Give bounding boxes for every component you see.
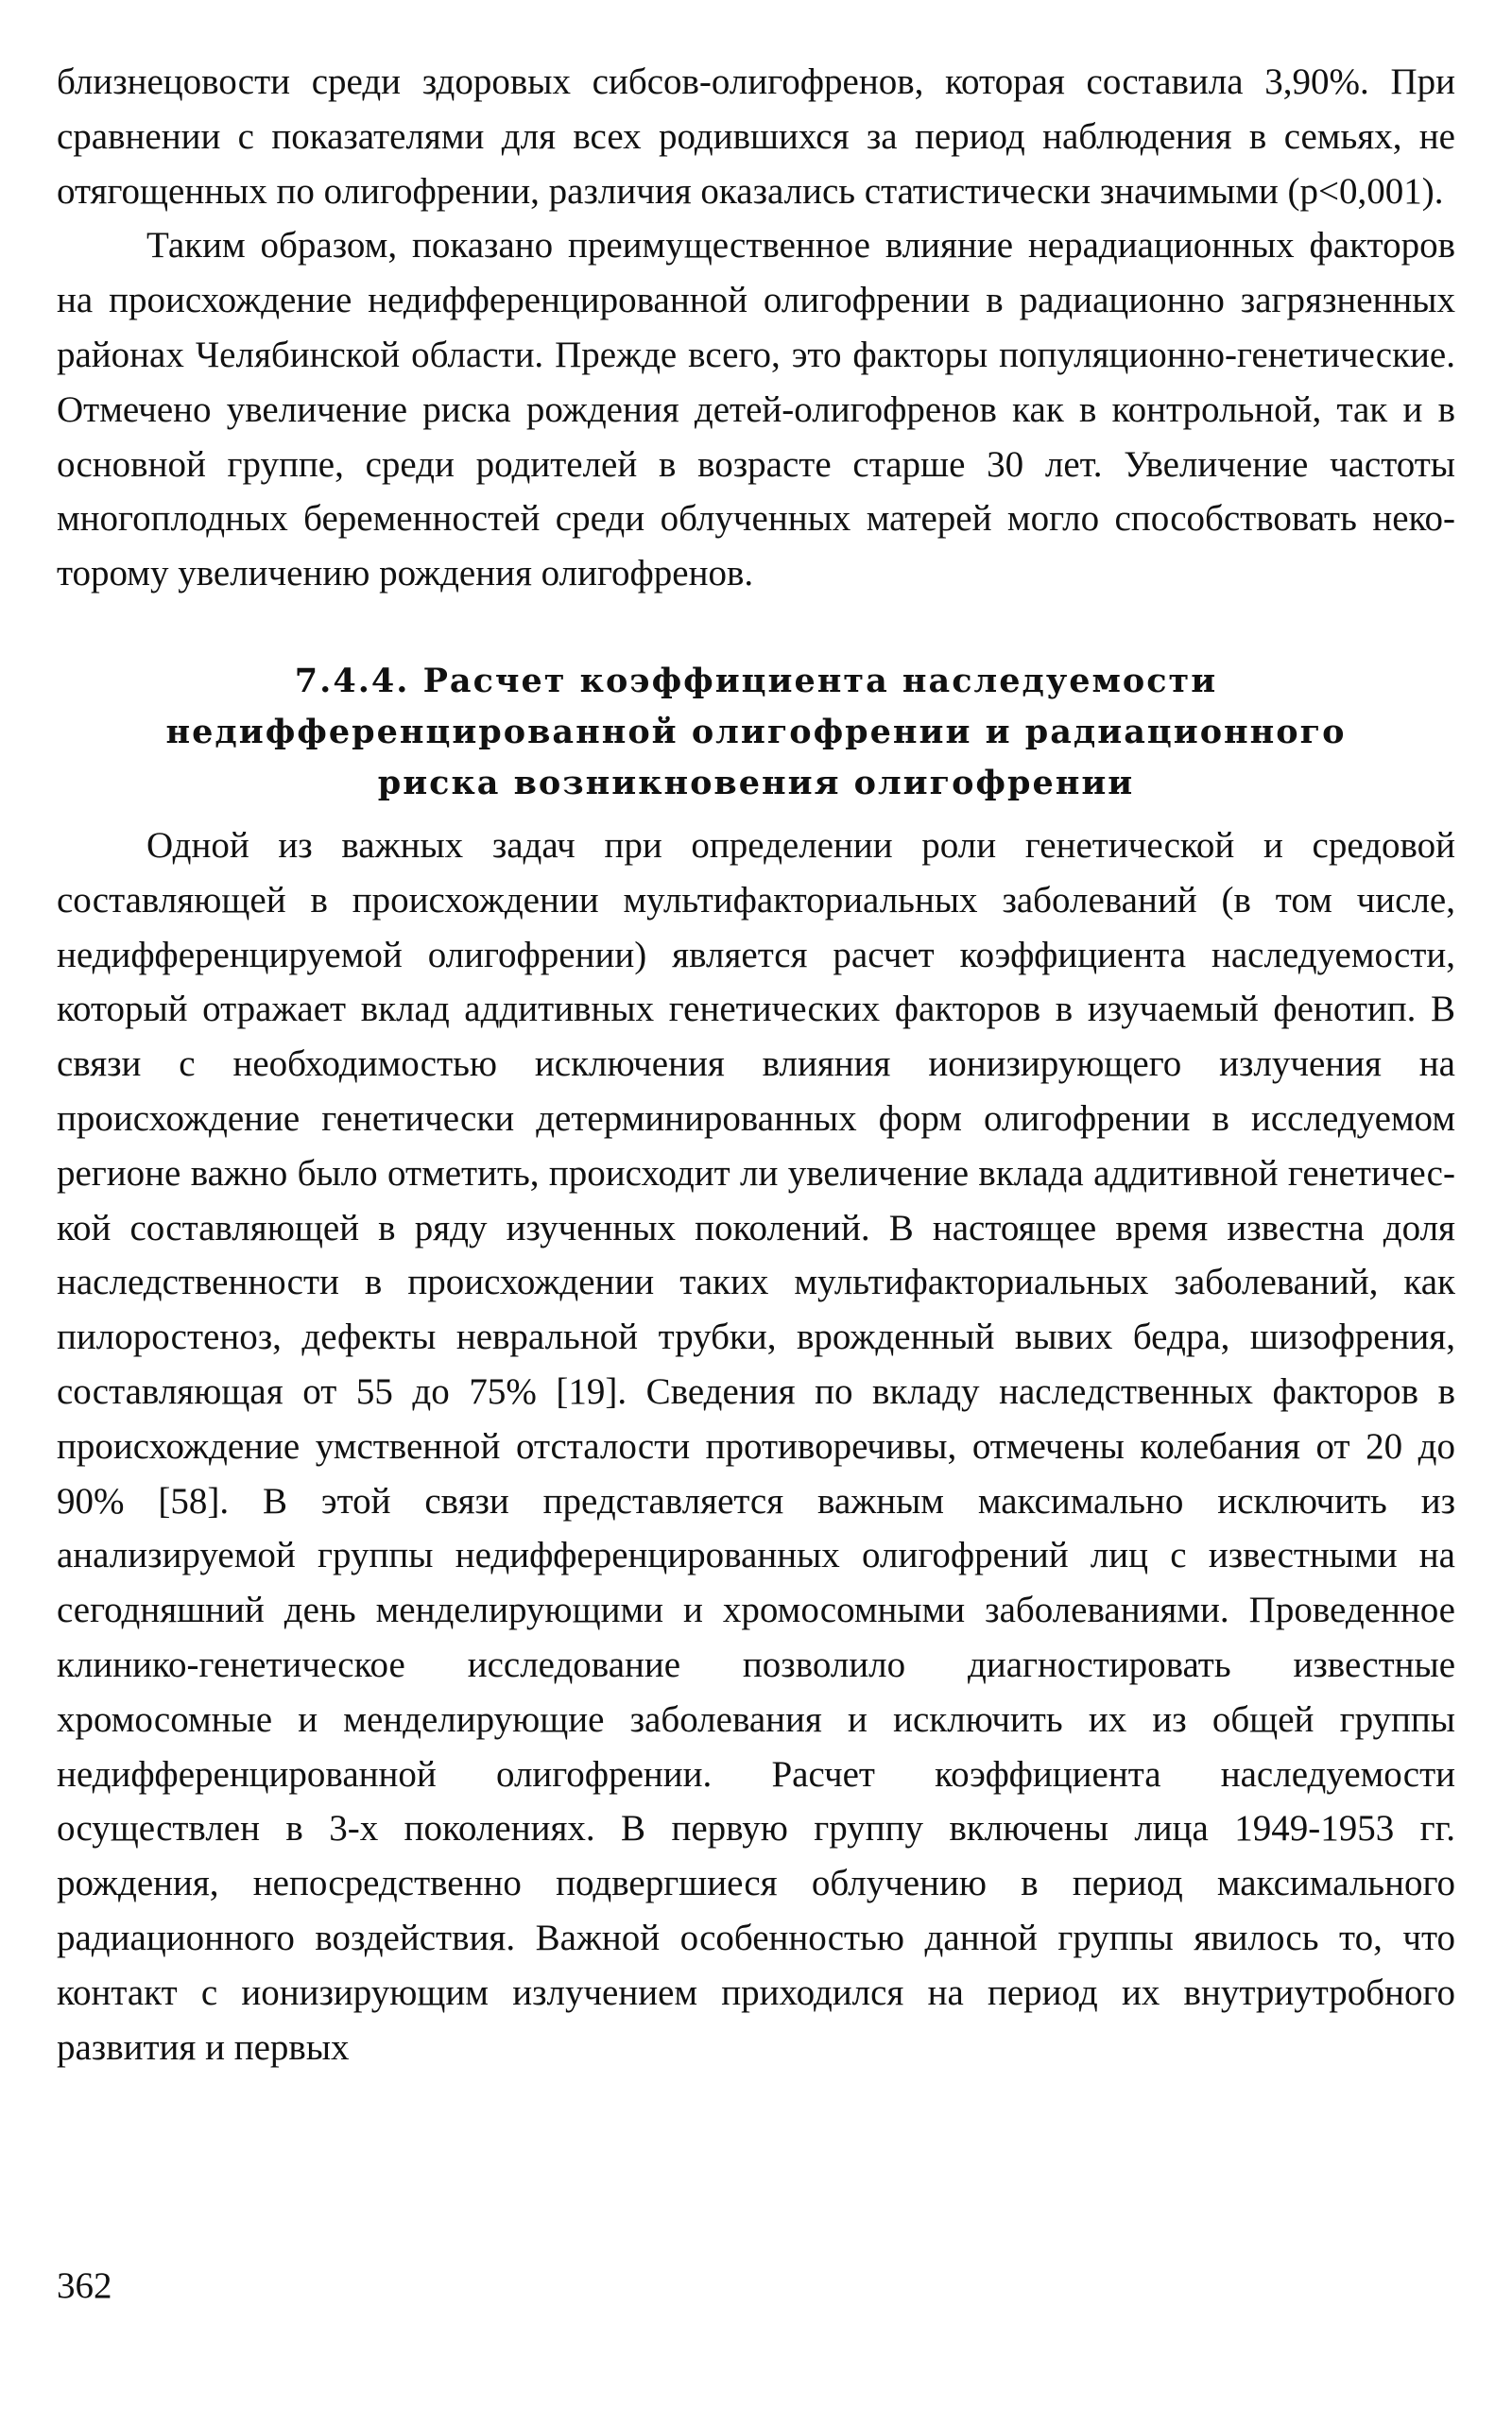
paragraph-continuation: близнецовости среди здоровых сибсов-олигофренов, которая составила 3,90%. При сравнении с показателями для всех родившихся за период наблюдения в семьях, не отягощенных по олигофрении, различия оказались статистически значимыми (p<0,001). (57, 61, 1455, 212)
page-body (57, 55, 1455, 2074)
section-heading-line-3: риска возникновения олигофрении (377, 763, 1135, 802)
section-heading-line-1: 7.4.4. Расчет коэффициента наследуемости (294, 661, 1218, 700)
paragraph-conclusion: Таким образом, показано преимущественное влияние нерадиационных факторов на происхождение недифференцированной олигофрении в радиационно загрязненных районах Челябинской области. Прежде всего, это факторы популяционно-генетические. Отмечено увеличение риска рождения детей-олигофренов как в контрольной, так и в основной группе, среди родителей в возрасте старше 30 лет. Увеличение частоты многоплодных беременностей среди облученных матерей могло способствовать некоторому увеличению рождения олигофренов. (57, 225, 1455, 594)
page-number: 362 (57, 2265, 112, 2306)
paragraph-heritability: Одной из важных задач при определении роли генетической и средовой составляющей в происхождении мультифакториальных заболеваний (в том числе, недифференцируемой олигофрении) является расчет коэффициента наследуемости, который отражает вклад аддитивных генетических факторов в изучаемый фенотип. В связи с необходимостью исключения влияния ионизирующего излучения на происхождение генетически детерминированных форм олигофрении в исследуемом регионе важно было отметить, происходит ли увеличение вклада аддитивной генетической составляющей в ряду изученных поколений. В настоящее время известна доля наследственности в происхождении таких мультифакториальных заболеваний, как пилоростеноз, дефекты невральной трубки, врожденный вывих бедра, шизофрения, составляющая от 55 до 75% [19]. Сведения по вкладу наследственных факторов в происхождение умственной отсталости противоречивы, отмечены колебания от 20 до 90% [58]. В этой связи представляется важным максимально исключить из анализируемой группы недифференцированных олигофрений лиц с известными на сегодняшний день менделирующими и хромосомными заболеваниями. Проведенное клинико-генетическое исследование позволило диагностировать известные хромосомные и менделирующие заболевания и исключить их из общей группы недифференцированной олигофрении. Расчет коэффициента наследуемости осуществлен в 3-х поколениях. В первую группу включены лица 1949-1953 гг. рождения, непосредственно подвергшиеся облучению в период максимального радиационного воздействия. Важной особенностью данной группы явилось то, что контакт с ионизирующим излучением приходился на период их внутриутробного развития и первых (57, 824, 1455, 2068)
section-heading (57, 656, 1455, 809)
section-heading-line-2: недифференцированной олигофрении и радиационного (165, 712, 1347, 751)
